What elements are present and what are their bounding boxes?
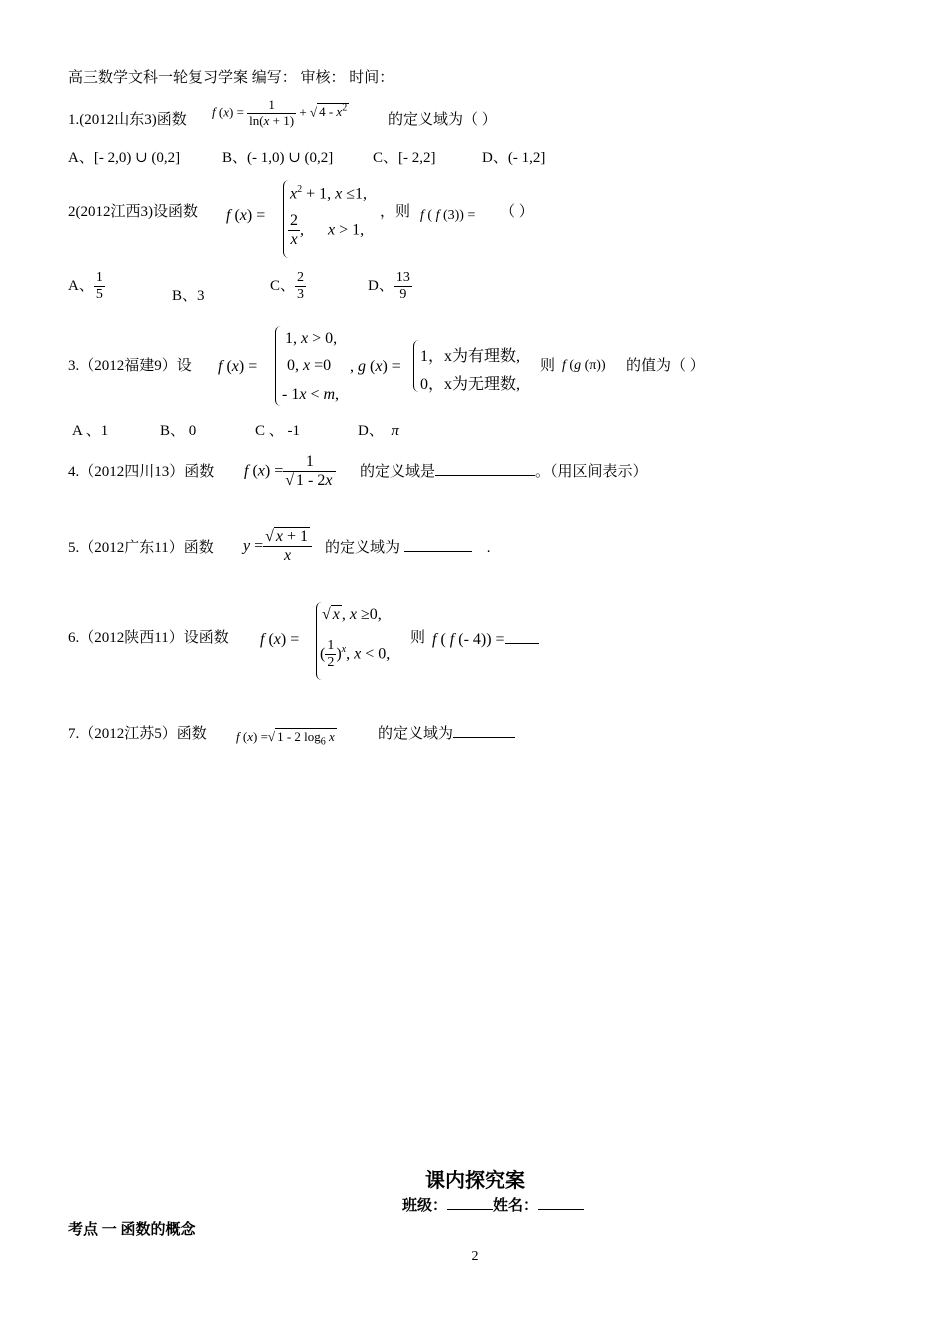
page-number: 2 bbox=[471, 1249, 479, 1264]
question-3-mid: 则 bbox=[540, 358, 556, 374]
question-7-formula: f (x) =√ 1 - 2 $\log_6 x$ bbox=[236, 729, 335, 748]
question-3-fgpi: f (g (π)) bbox=[562, 358, 606, 373]
question-3-f-case-1: 1, x > 0, bbox=[285, 330, 338, 347]
question-5-answer: 的定义域为 . bbox=[325, 540, 491, 556]
question-3-fx: f (x) = bbox=[218, 358, 258, 375]
question-1-prefix: 1.(2012山东3)函数 bbox=[68, 112, 187, 128]
question-3-option-c: C 、 -1 bbox=[255, 423, 301, 439]
question-3-prefix: 3.（2012福建9）设 bbox=[68, 358, 192, 374]
question-4-formula: f (x) = $\frac{1}{√ 1 - 2x}$ bbox=[244, 453, 336, 491]
question-2-option-c: C、 $\frac{2}{3}$ bbox=[270, 270, 305, 303]
question-3-g-case-2: 0，x为无理数, bbox=[420, 376, 521, 393]
question-6-blank[interactable] bbox=[505, 643, 539, 644]
page-header: 高三数学文科一轮复习学案 编写： 审核： 时间： bbox=[68, 70, 395, 86]
question-3-suffix: 的值为（ ） bbox=[626, 358, 705, 374]
question-6-mid: 则 bbox=[410, 630, 426, 646]
question-2-ffx: f ( f (3)) = bbox=[420, 208, 476, 223]
question-2-prefix: 2(2012江西3)设函数 bbox=[68, 204, 198, 220]
question-3-option-b: B、 0 bbox=[160, 423, 197, 439]
question-7-prefix: 7.（2012江苏5）函数 bbox=[68, 726, 207, 742]
question-2-suffix: （ ） bbox=[500, 204, 534, 220]
question-1-option-a: A、[- 2,0) ∪ (0,2] bbox=[68, 150, 181, 166]
question-3-g-brace bbox=[413, 340, 420, 392]
question-2-option-d: D、 $\frac{13}{9}$ bbox=[368, 270, 410, 303]
question-3-f-case-2: 0, x =0 bbox=[287, 357, 332, 374]
topic-heading: 考点 一 函数的概念 bbox=[68, 1222, 196, 1238]
question-1 bbox=[68, 108, 187, 129]
question-2-case-2: $\frac{2}{x}$ , x > 1, bbox=[290, 212, 365, 249]
question-4-answer: 的定义域是 。（用区间表示） bbox=[360, 464, 648, 480]
question-1-option-b: B、(- 1,0) ∪ (0,2] bbox=[222, 150, 334, 166]
question-5-prefix: 5.（2012广东11）函数 bbox=[68, 540, 214, 556]
question-1-option-c: C、[- 2,2] bbox=[373, 150, 436, 166]
question-3-g-case-1: 1，x为有理数, bbox=[420, 348, 521, 365]
question-3-f-brace bbox=[275, 326, 282, 406]
question-5-blank[interactable] bbox=[404, 551, 472, 552]
student-info: 班级： 姓名： bbox=[402, 1194, 584, 1215]
class-blank[interactable] bbox=[447, 1209, 493, 1210]
question-3-option-d: D、 π bbox=[358, 423, 399, 439]
question-3-option-a: A 、1 bbox=[72, 423, 109, 439]
name-blank[interactable] bbox=[538, 1209, 584, 1210]
question-6-case-1: √ x , x ≥0, bbox=[322, 606, 382, 623]
question-2-mid: ，则 bbox=[380, 204, 411, 220]
question-6-ff: f ( f (- 4)) = bbox=[432, 631, 539, 649]
question-7-blank[interactable] bbox=[453, 737, 515, 738]
question-6-prefix: 6.（2012陕西11）设函数 bbox=[68, 630, 229, 646]
question-3-gx: , g (x) = bbox=[350, 358, 401, 375]
question-3-f-case-3: - 1x < m, bbox=[282, 386, 340, 403]
question-6-case-2: ( $\frac{1}{2}$ )$^x$, x < 0, bbox=[320, 638, 391, 671]
question-2-option-b: B、3 bbox=[172, 288, 205, 304]
section-title: 课内探究案 bbox=[425, 1170, 525, 1192]
question-2-option-a: A、 $\frac{1}{5}$ bbox=[68, 270, 103, 303]
question-4-blank[interactable] bbox=[435, 475, 535, 476]
question-7-answer: 的定义域为 bbox=[378, 722, 515, 743]
question-2-fx: f (x) = bbox=[226, 207, 266, 224]
question-2-case-1: $x^2 + 1$, x ≤1, bbox=[290, 184, 368, 203]
question-1-formula: f (x) = $\frac{1}{\ln(x + 1)}$ + √ $4 - x^2$ bbox=[212, 97, 348, 128]
question-6-fx: f (x) = bbox=[260, 631, 300, 648]
question-1-suffix: 的定义域为（ ） bbox=[388, 112, 497, 128]
question-1-option-d: D、(- 1,2] bbox=[482, 150, 546, 166]
question-5-formula: y = $\frac{√ x + 1}{x}$ bbox=[243, 528, 312, 566]
question-4-prefix: 4.（2012四川13）函数 bbox=[68, 464, 215, 480]
